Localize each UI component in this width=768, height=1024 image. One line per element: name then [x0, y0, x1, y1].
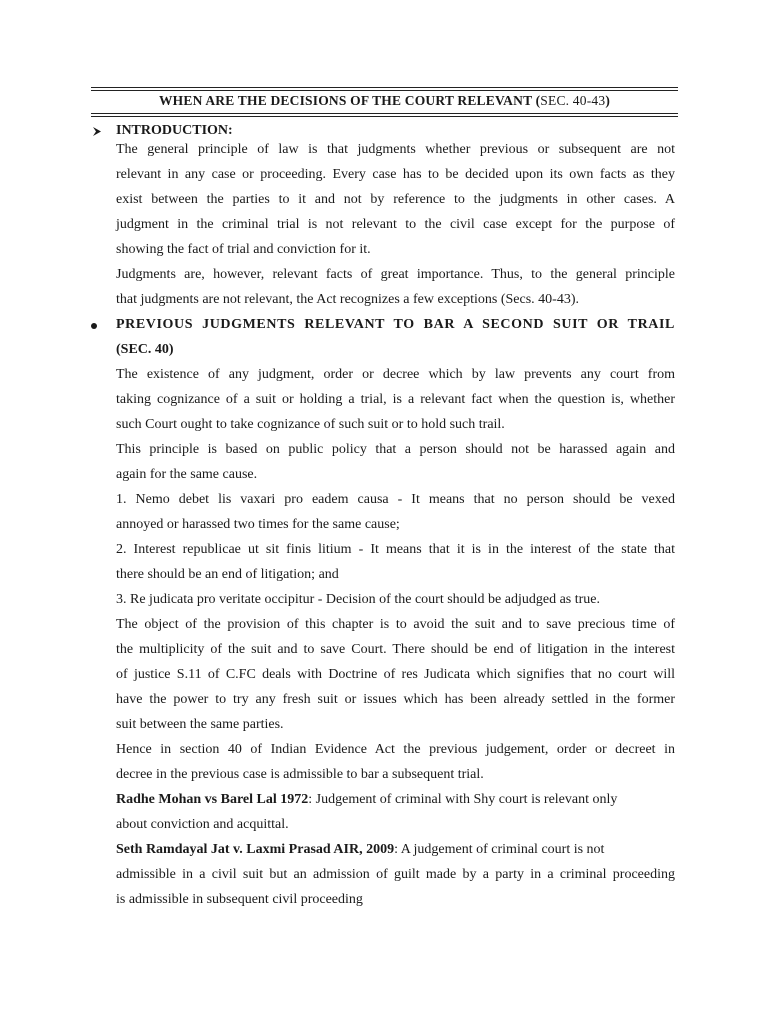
section40-line-3: such Court ought to take cognizance of such suit or to hold such trail.: [116, 417, 505, 432]
page-title-close: ): [605, 93, 611, 108]
section40-line-15: suit between the same parties.: [116, 717, 284, 732]
title-bottom-rule-inner: [91, 116, 678, 117]
case2-line-2: admissible in a civil suit but an admission of guilt made by a party in a criminal proceeding: [116, 867, 675, 882]
section40-line-13: of justice S.11 of C.FC deals with Doctrine of res Judicata which signifies that no court will: [116, 667, 675, 682]
section40-line-5: again for the same cause.: [116, 467, 258, 482]
section40-heading-line1: PREVIOUS JUDGMENTS RELEVANT TO BAR A SECOND SUIT OR TRAIL: [116, 317, 675, 332]
section40-line-10: 3. Re judicata pro veritate occipitur - Decision of the court should be adjudged as true.: [116, 592, 601, 607]
page-title: [91, 93, 678, 109]
page-title-section: SEC. 40-43: [540, 93, 606, 108]
section40-line-4: This principle is based on public policy that a person should not be harassed again and: [116, 442, 675, 457]
section40-line-14: have the power to try any fresh suit or issues which has been already settled in the former: [116, 692, 675, 707]
case2-name: Seth Ramdayal Jat v. Laxmi Prasad AIR, 2009: [116, 842, 395, 857]
arrow-bullet-icon: [92, 126, 103, 137]
intro-line-1: The general principle of law is that judgments whether previous or subsequent are not: [116, 142, 675, 157]
section40-line-17: decree in the previous case is admissible to bar a subsequent trial.: [116, 767, 484, 782]
section40-line-9: there should be an end of litigation; and: [116, 567, 339, 582]
section40-line-1: The existence of any judgment, order or decree which by law prevents any court from: [116, 367, 675, 382]
case1-name: Radhe Mohan vs Barel Lal 1972: [116, 792, 309, 807]
intro-line-5: showing the fact of trial and conviction for it.: [116, 242, 371, 257]
page-title-main: WHEN ARE THE DECISIONS OF THE COURT RELEVANT (: [158, 93, 541, 108]
case1-line-2: about conviction and acquittal.: [116, 817, 289, 832]
intro-line-6: Judgments are, however, relevant facts of great importance. Thus, to the general principle: [116, 267, 675, 282]
section40-line-6: 1. Nemo debet lis vaxari pro eadem causa - It means that no person should be vexed: [116, 492, 675, 507]
section40-line-2: taking cognizance of a suit or holding a trial, is a relevant fact when the question is, whether: [116, 392, 675, 407]
section40-line-8: 2. Interest republicae ut sit finis litium - It means that it is in the interest of the state that: [116, 542, 675, 557]
intro-line-4: judgment in the criminal trial is not relevant to the civil case except for the purpose of: [116, 217, 675, 232]
title-bottom-rule: [91, 113, 678, 114]
section40-line-16: Hence in section 40 of Indian Evidence Act the previous judgement, order or decreet in: [116, 742, 675, 757]
intro-line-3: exist between the parties to it and not by reference to the judgments in other cases. A: [116, 192, 675, 207]
case2-text: : A judgement of criminal court is not: [394, 842, 605, 857]
section40-line-11: The object of the provision of this chapter is to avoid the suit and to save precious time of: [116, 617, 675, 632]
title-top-rule: [91, 87, 678, 88]
section40-heading-line2: (SEC. 40): [116, 342, 174, 357]
intro-line-2: relevant in any case or proceeding. Every case has to be decided upon its own facts as they: [116, 167, 675, 182]
title-top-rule-inner: [91, 90, 678, 91]
case2-line-1: [116, 842, 675, 858]
case1-text: : Judgement of criminal with Shy court is relevant only: [308, 792, 618, 807]
case1-line-1: [116, 792, 675, 808]
intro-heading: INTRODUCTION:: [116, 123, 233, 138]
bullet-icon: [91, 323, 97, 329]
section40-line-7: annoyed or harassed two times for the same cause;: [116, 517, 400, 532]
section40-line-12: the multiplicity of the suit and to save Court. There should be end of litigation in the interest: [116, 642, 675, 657]
case2-line-3: is admissible in subsequent civil proceeding: [116, 892, 363, 907]
intro-line-7: that judgments are not relevant, the Act recognizes a few exceptions (Secs. 40-43).: [116, 292, 580, 307]
